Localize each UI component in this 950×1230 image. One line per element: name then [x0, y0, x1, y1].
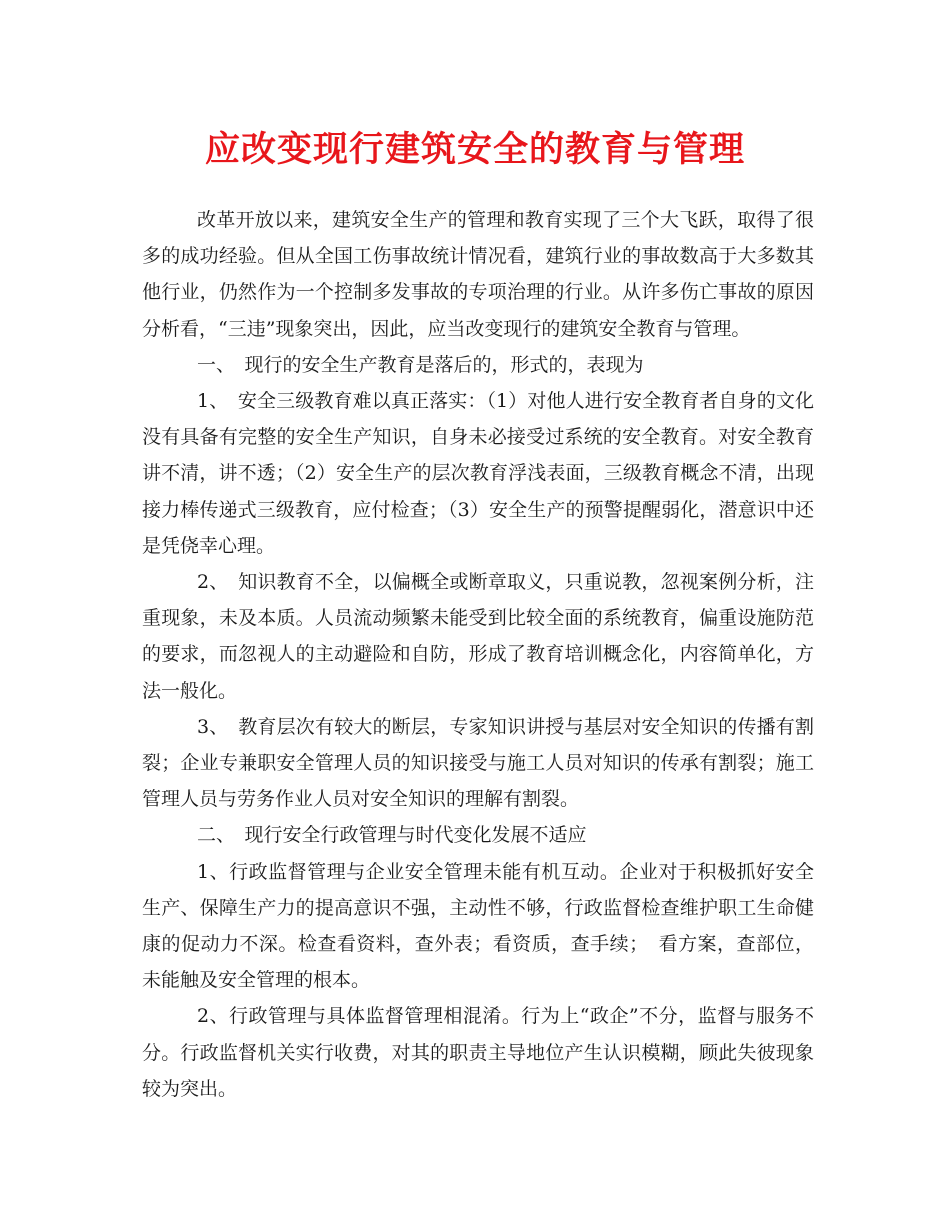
document-title: 应改变现行建筑安全的教育与管理: [204, 129, 745, 170]
paragraph-1-1: 1、 安全三级教育难以真正落实：（1）对他人进行安全教育者自身的文化没有具备有完整的安全生产知识，自身未必接受过系统的安全教育。对安全教育讲不清，讲不透；（2）安全生产的层次教育浮浅表面，三级教育概念不清，出现接力棒传递式三级教育，应付检查；（3）安全生产的预警提醒弱化，潜意识中还是凭侥幸心理。: [142, 390, 814, 557]
document-body: [142, 202, 814, 1107]
section-heading-1: 一、 现行的安全生产教育是落后的，形式的，表现为: [197, 353, 644, 376]
paragraph-1-3: 3、 教育层次有较大的断层，专家知识讲授与基层对安全知识的传播有割裂；企业专兼职安全管理人员的知识接受与施工人员对知识的传承有割裂；施工管理人员与劳务作业人员对安全知识的理解有割裂。: [142, 715, 814, 811]
section-heading-2: 二、 现行安全行政管理与时代变化发展不适应: [197, 824, 587, 847]
paragraph-2-2: 2、行政管理与具体监督管理相混淆。行为上“政企”不分，监督与服务不分。行政监督机关实行收费，对其的职责主导地位产生认识模糊，顾此失彼现象较为突出。: [142, 1005, 814, 1100]
paragraph-2-1: 1、行政监督管理与企业安全管理未能有机互动。企业对于积极抓好安全生产、保障生产力的提高意识不强，主动性不够，行政监督检查维护职工生命健康的促动力不深。检查看资料，查外表；看资质，查手续； 看方案，查部位，未能触及安全管理的根本。: [142, 860, 814, 992]
paragraph-1-2: 2、 知识教育不全，以偏概全或断章取义，只重说教，忽视案例分析，注重现象，未及本质。人员流动频繁未能受到比较全面的系统教育，偏重设施防范的要求，而忽视人的主动避险和自防，形成了教育培训概念化，内容简单化，方法一般化。: [142, 571, 814, 702]
paragraph-intro: 改革开放以来，建筑安全生产的管理和教育实现了三个大飞跃，取得了很多的成功经验。但从全国工伤事故统计情况看，建筑行业的事故数高于大多数其他行业，仍然作为一个控制多发事故的专项治理的行业。从许多伤亡事故的原因分析看，“三违”现象突出，因此，应当改变现行的建筑安全教育与管理。: [142, 209, 814, 340]
